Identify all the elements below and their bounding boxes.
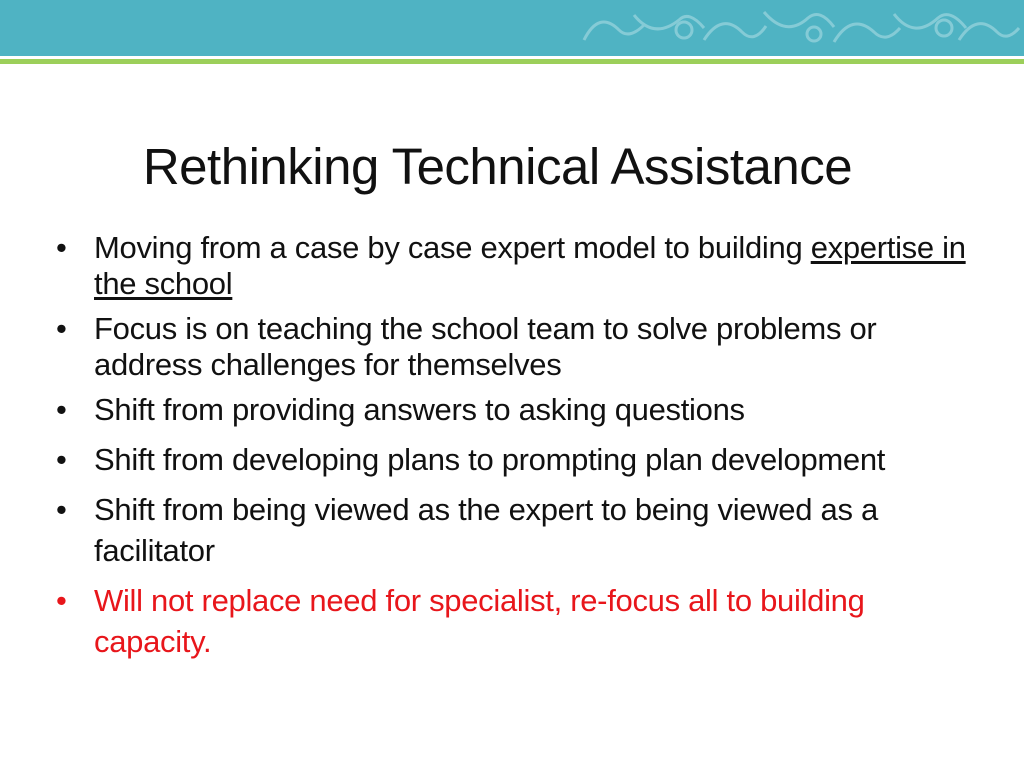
header-band <box>0 0 1024 56</box>
bullet-icon: • <box>56 442 67 477</box>
bullet-text: Shift from providing answers to asking questions <box>94 392 745 427</box>
bullet-item-highlight <box>56 580 966 662</box>
bullet-item <box>56 489 966 571</box>
decorative-pattern-icon <box>564 0 1024 56</box>
bullet-text: Shift from developing plans to prompting plan development <box>94 442 886 477</box>
bullet-icon: • <box>56 311 67 346</box>
bullet-icon: • <box>56 230 67 265</box>
bullet-text: Moving from a case by case expert model to building <box>94 230 811 265</box>
bullet-item <box>56 230 966 302</box>
bullet-icon: • <box>56 583 67 618</box>
accent-line <box>0 59 1024 64</box>
bullet-icon: • <box>56 492 67 527</box>
bullet-icon: • <box>56 392 67 427</box>
bullet-text: Shift from being viewed as the expert to being viewed as a facilitator <box>94 492 878 568</box>
slide-title: Rethinking Technical Assistance <box>142 138 853 195</box>
bullet-underlined-text: expertise in the school <box>94 230 966 301</box>
bullet-list <box>56 230 966 662</box>
bullet-item <box>56 392 966 428</box>
bullet-text: Focus is on teaching the school team to solve problems or address challenges for themselves <box>94 311 877 382</box>
bullet-text: Will not replace need for specialist, re-focus all to building capacity. <box>94 583 865 659</box>
bullet-item <box>56 439 966 480</box>
bullet-item <box>56 311 966 383</box>
